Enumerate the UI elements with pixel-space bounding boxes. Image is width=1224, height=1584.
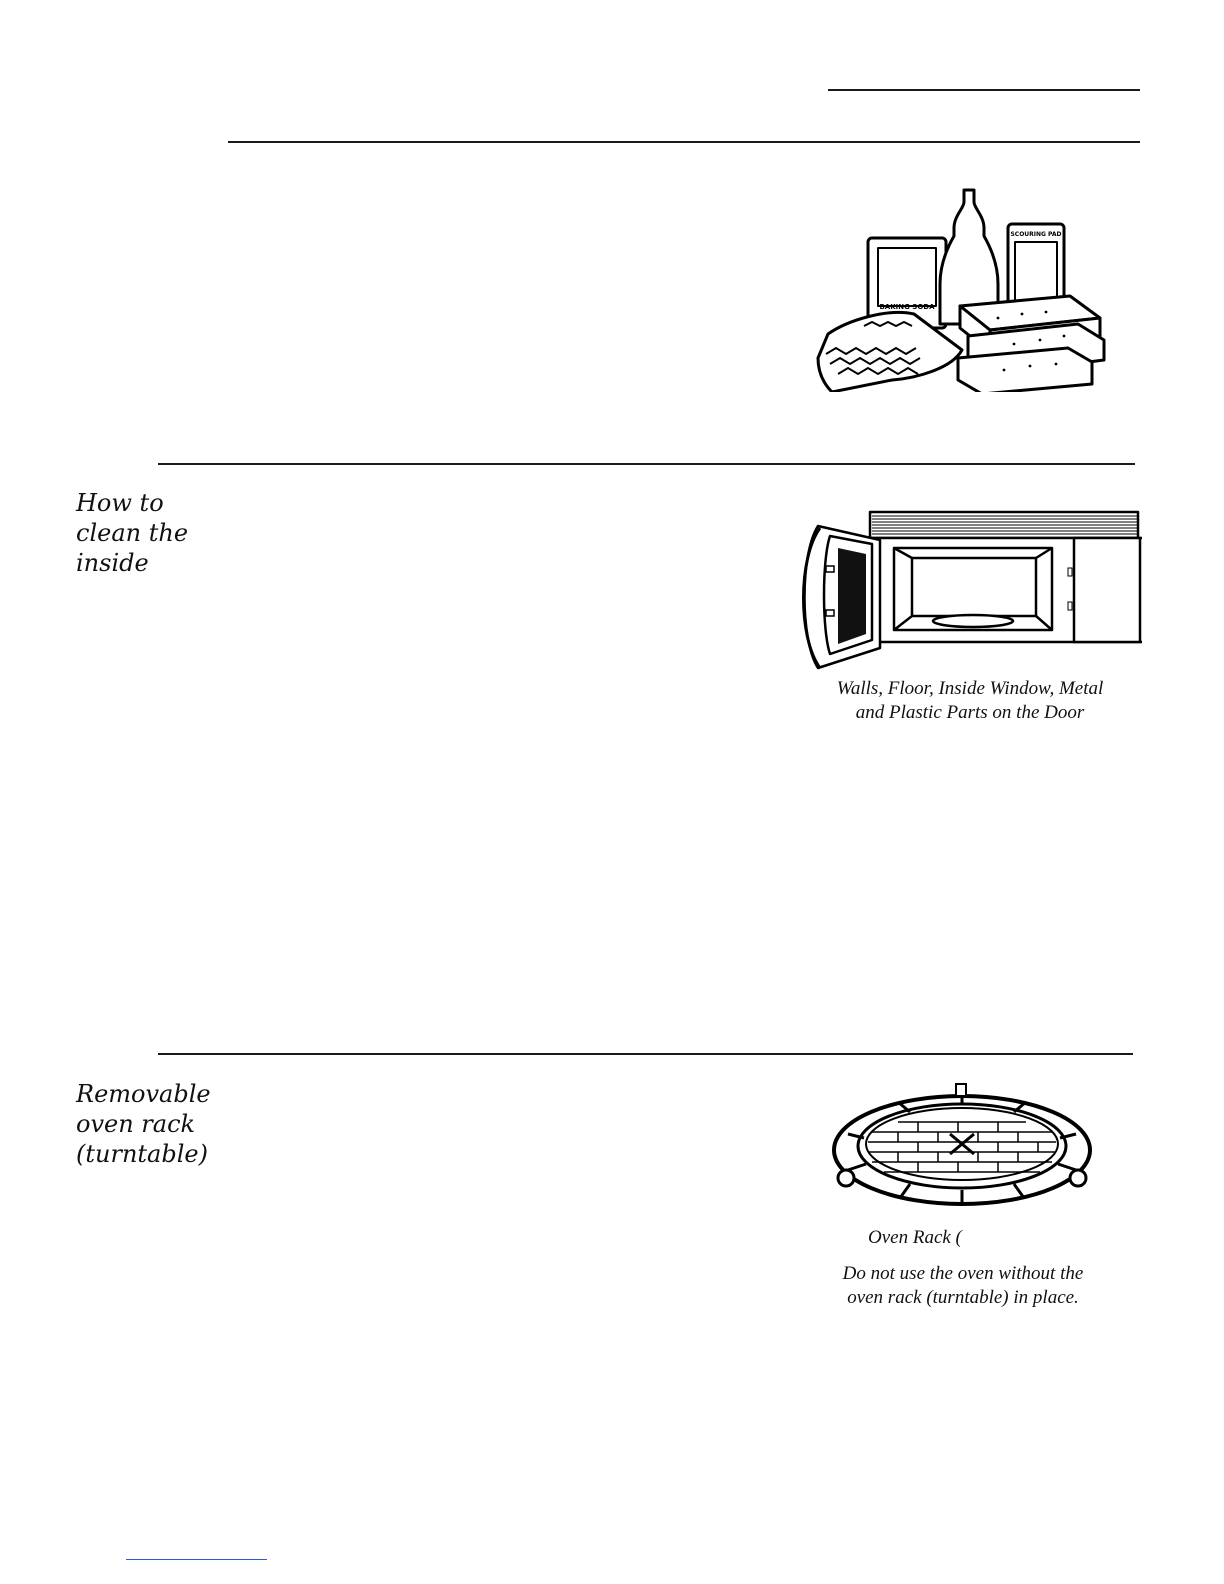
heading-line: clean the [76, 519, 189, 547]
heading-clean-inside [76, 488, 188, 578]
baking-soda-label: BAKING SODA [879, 303, 935, 311]
footer-link-underline[interactable] [126, 1559, 267, 1560]
caption-oven-rack-note [800, 1262, 1126, 1310]
microwave-interior-illustration [798, 508, 1142, 670]
heading-line: Removable [76, 1080, 211, 1108]
section-rule-inside [158, 463, 1135, 465]
heading-line: (turntable) [76, 1140, 208, 1168]
caption-line: and Plastic Parts on the Door [855, 702, 1085, 723]
oven-rack-turntable-illustration [828, 1080, 1096, 1210]
caption-line: oven rack (turntable) in place. [847, 1287, 1079, 1308]
cleanser-can-label: SCOURING PAD [1010, 231, 1062, 238]
header-rule-short [828, 89, 1140, 91]
heading-line: inside [76, 549, 149, 577]
caption-line: Walls, Floor, Inside Window, Metal [836, 678, 1104, 699]
heading-line: How to [76, 489, 164, 517]
section-rule-turntable [158, 1053, 1133, 1055]
caption-oven-rack-label: Oven Rack ( [868, 1227, 962, 1248]
heading-line: oven rack [76, 1110, 196, 1138]
caption-line: Do not use the oven without the [842, 1263, 1084, 1284]
heading-removable-oven-rack [76, 1079, 211, 1169]
header-rule-long [228, 141, 1140, 143]
caption-interior [800, 677, 1140, 725]
cleaning-supplies-illustration [808, 186, 1112, 392]
